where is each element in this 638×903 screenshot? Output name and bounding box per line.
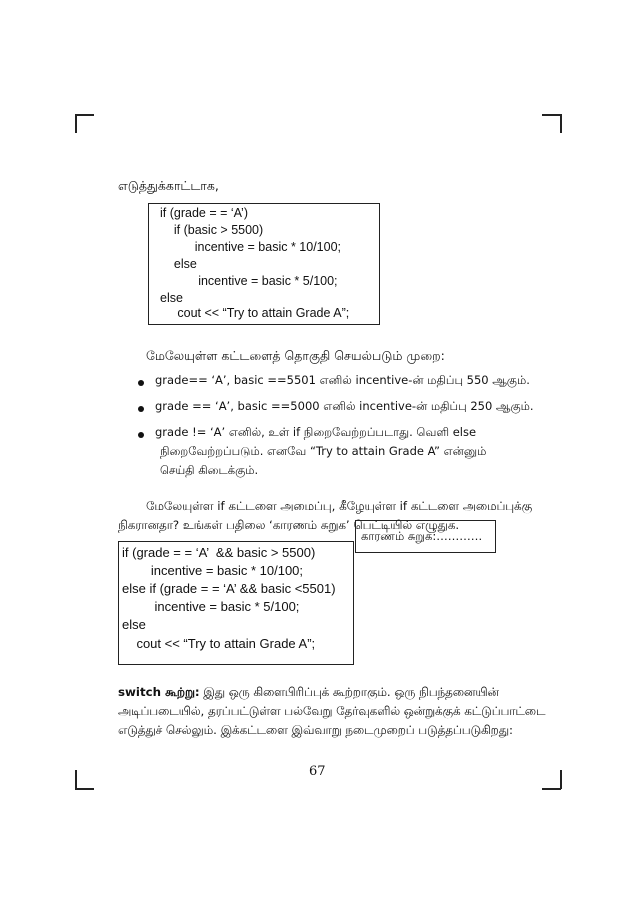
code-line: if (grade = = ‘A’)	[160, 206, 249, 220]
crop-mark-bottom-left-h	[75, 788, 94, 790]
intro-text: எடுத்துக்காட்டாக,	[118, 178, 219, 193]
code-line: else	[160, 291, 183, 305]
bullet-item-1: grade== ‘A’, basic ==5501 எனில் incentive-ன் மதிப்பு 550 ஆகும்.	[155, 373, 530, 387]
crop-mark-top-left-h	[75, 114, 94, 116]
bullet-item-2: grade == ‘A’, basic ==5000 எனில் incentive-ன் மதிப்பு 250 ஆகும்.	[155, 399, 534, 413]
bullet-item-3-cont: செய்தி கிடைக்கும்.	[160, 463, 259, 477]
switch-line-3: எடுத்துச் செல்லும். இக்கட்டளை இவ்வாறு நடைமுறைப் படுத்தப்படுகிறது:	[118, 723, 513, 737]
bullet-dot	[138, 432, 144, 438]
code-line: else	[122, 617, 146, 632]
code-line: if (grade = = ‘A’ && basic > 5500)	[122, 545, 316, 560]
crop-mark-bottom-right-v	[560, 770, 562, 789]
bullet-item-3: grade != ‘A’ எனில், உள் if நிறைவேற்றப்படாது. வெளி else	[155, 425, 477, 439]
code-line: else if (grade = = ‘A’ && basic <5501)	[122, 581, 336, 596]
code-line: cout << “Try to attain Grade A”;	[160, 306, 350, 320]
switch-line-2: அடிப்படையில், தரப்பட்டுள்ள பல்வேறு தேர்வுகளில் ஒன்றுக்குக் கட்டுப்பாட்டை	[118, 704, 546, 718]
reason-box[interactable]	[355, 520, 496, 553]
crop-mark-bottom-left-v	[75, 770, 77, 789]
code-line: incentive = basic * 5/100;	[160, 274, 338, 288]
code-line: incentive = basic * 10/100;	[160, 240, 342, 254]
page-number: 67	[309, 764, 326, 779]
code-line: if (basic > 5500)	[160, 223, 264, 237]
code-box-compound-if	[118, 541, 354, 665]
reason-label: காரணம் சுறுக:…………	[361, 529, 483, 543]
crop-mark-top-right-v	[560, 114, 562, 133]
code-line: else	[160, 257, 197, 271]
switch-heading: switch கூற்று:	[118, 685, 200, 699]
switch-line-1	[118, 685, 499, 701]
code-line: incentive = basic * 10/100;	[122, 563, 304, 578]
question-line: மேலேயுள்ள if கட்டளை அமைப்பு, கீழேயுள்ள if கட்டளை அமைப்புக்கு	[146, 499, 532, 513]
bullet-dot	[138, 406, 144, 412]
bullet-item-3-cont: நிறைவேற்றப்படும். எனவே “Try to attain Grade A” என்னும்	[160, 444, 487, 458]
bullet-dot	[138, 380, 144, 386]
switch-text: இது ஒரு கிளைபிரிப்புக் கூற்றாகும். ஒரு நிபந்தனையின்	[203, 685, 499, 699]
crop-mark-top-left-v	[75, 114, 77, 133]
code-line: incentive = basic * 5/100;	[122, 599, 300, 614]
crop-mark-top-right-h	[542, 114, 561, 116]
code-line: cout << “Try to attain Grade A”;	[122, 636, 316, 651]
question-line: நிகரானதா? உங்கள் பதிலை ‘காரணம் சுறுக’ பெட்டியில் எழுதுக.	[118, 518, 460, 532]
explain-intro: மேலேயுள்ள கட்டளைத் தொகுதி செயல்படும் முறை:	[146, 348, 445, 363]
code-box-nested-if	[148, 203, 380, 325]
crop-mark-bottom-right-h	[542, 788, 561, 790]
